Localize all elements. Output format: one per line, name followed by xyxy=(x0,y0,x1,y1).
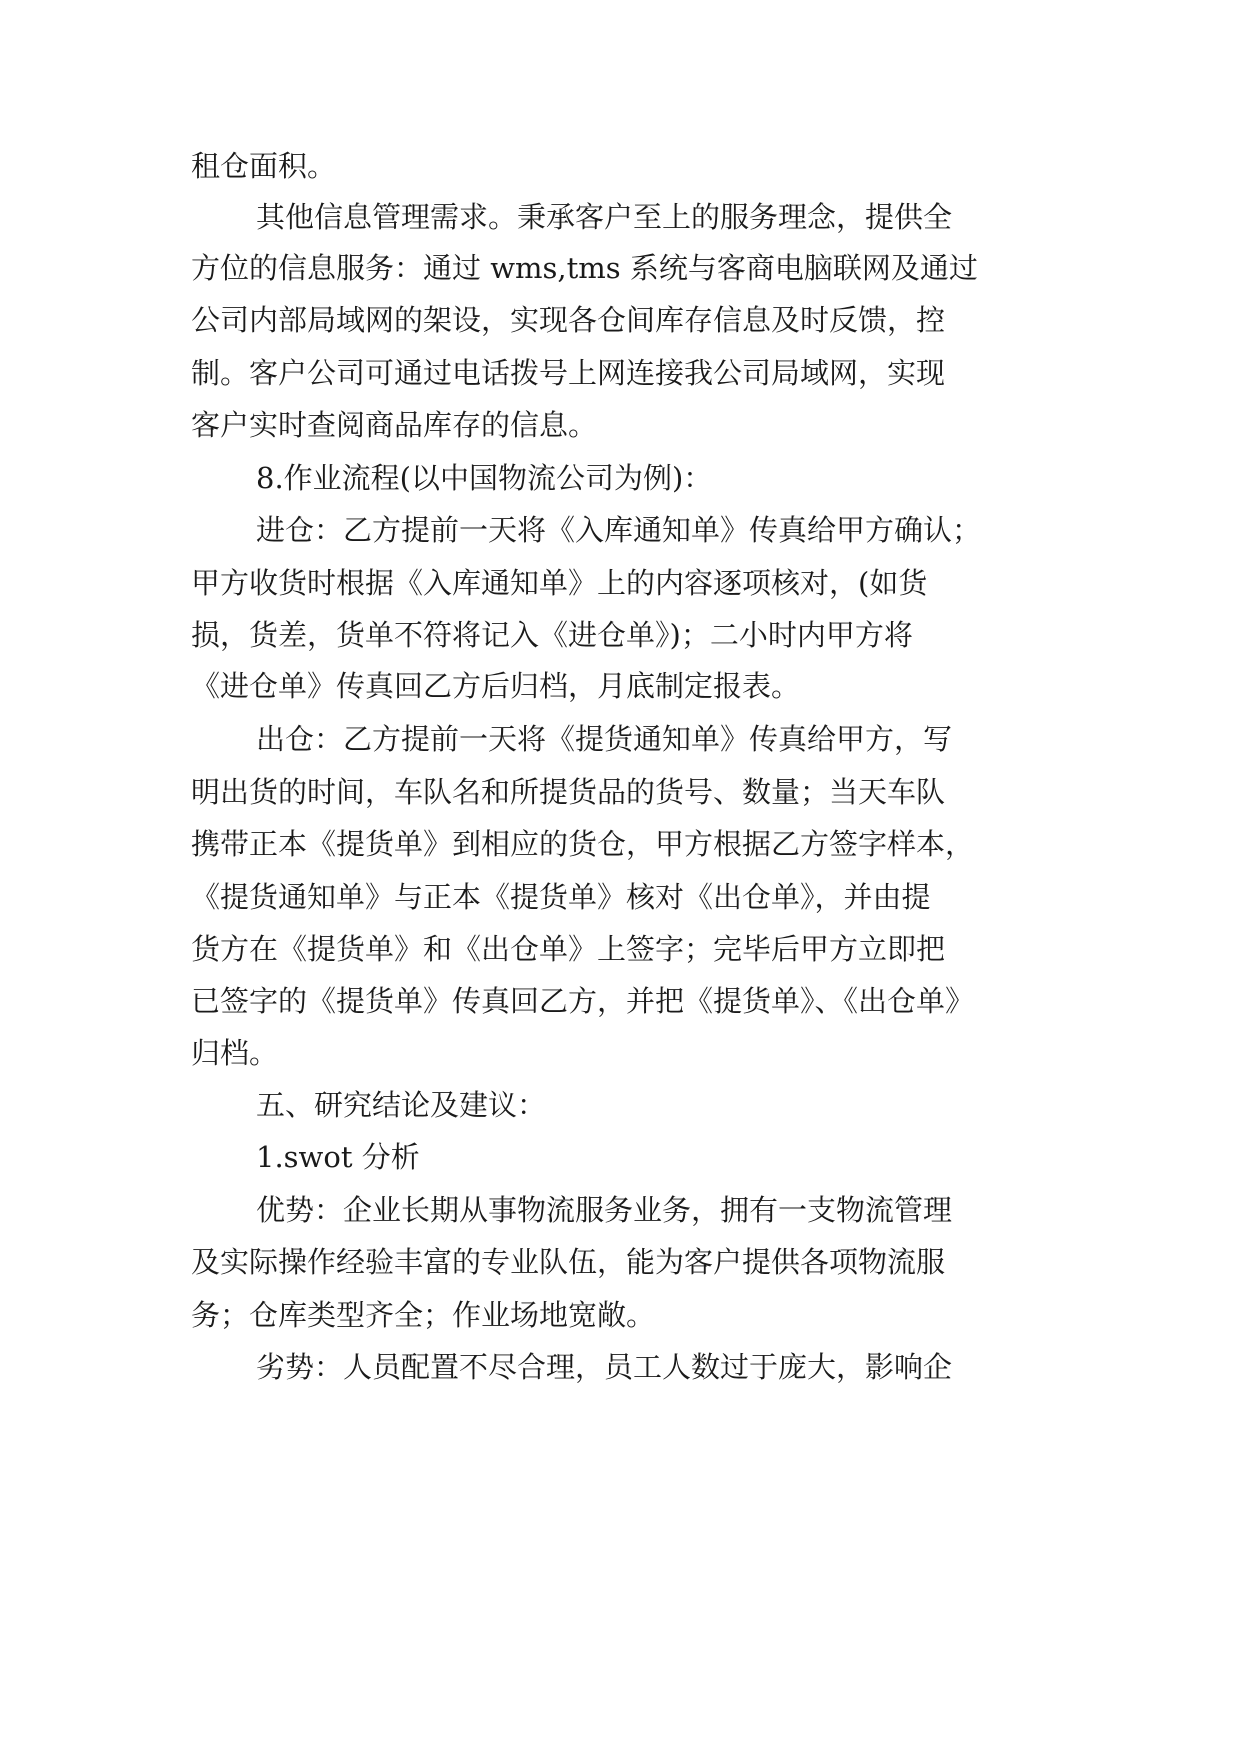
section-heading: 8.作业流程(以中国物流公司为例)： xyxy=(256,461,713,495)
text-line: 务；仓库类型齐全；作业场地宽敞。 xyxy=(191,1298,656,1332)
text-line: 公司内部局域网的架设，实现各仓间库存信息及时反馈，控 xyxy=(191,303,946,337)
paragraph-start: 出仓：乙方提前一天将《提货通知单》传真给甲方，写 xyxy=(256,722,953,756)
text-line: 《进仓单》传真回乙方后归档，月底制定报表。 xyxy=(191,669,801,703)
text-line: 货方在《提货单》和《出仓单》上签字；完毕后甲方立即把 xyxy=(191,932,946,966)
text-line: 携带正本《提货单》到相应的货仓，甲方根据乙方签字样本， xyxy=(191,827,975,861)
paragraph-start: 优势：企业长期从事物流服务业务，拥有一支物流管理 xyxy=(256,1193,953,1227)
paragraph-start: 进仓：乙方提前一天将《入库通知单》传真给甲方确认； xyxy=(256,513,982,547)
text-line: 损，货差，货单不符将记入《进仓单》)；二小时内甲方将 xyxy=(191,618,913,652)
text-line: 已签字的《提货单》传真回乙方，并把《提货单》、《出仓单》 xyxy=(191,984,975,1018)
text-line: 甲方收货时根据《入库通知单》上的内容逐项核对，(如货 xyxy=(191,566,928,600)
text-line: 《提货通知单》与正本《提货单》核对《出仓单》，并由提 xyxy=(191,880,931,914)
text-line: 方位的信息服务：通过 wms,tms 系统与客商电脑联网及通过 xyxy=(191,251,978,285)
text-line: 归档。 xyxy=(191,1036,279,1070)
paragraph-start: 其他信息管理需求。秉承客户至上的服务理念，提供全 xyxy=(256,200,953,234)
text-line: 租仓面积。 xyxy=(191,149,337,183)
paragraph-start: 劣势：人员配置不尽合理，员工人数过于庞大，影响企 xyxy=(256,1350,953,1384)
text-line: 制。客户公司可通过电话拨号上网连接我公司局域网，实现 xyxy=(191,356,946,390)
text-line: 及实际操作经验丰富的专业队伍，能为客户提供各项物流服 xyxy=(191,1245,946,1279)
text-line: 明出货的时间，车队名和所提货品的货号、数量；当天车队 xyxy=(191,775,946,809)
text-line: 客户实时查阅商品库存的信息。 xyxy=(191,408,598,442)
section-heading: 五、研究结论及建议： xyxy=(256,1088,547,1122)
subsection-heading: 1.swot 分析 xyxy=(256,1140,420,1174)
